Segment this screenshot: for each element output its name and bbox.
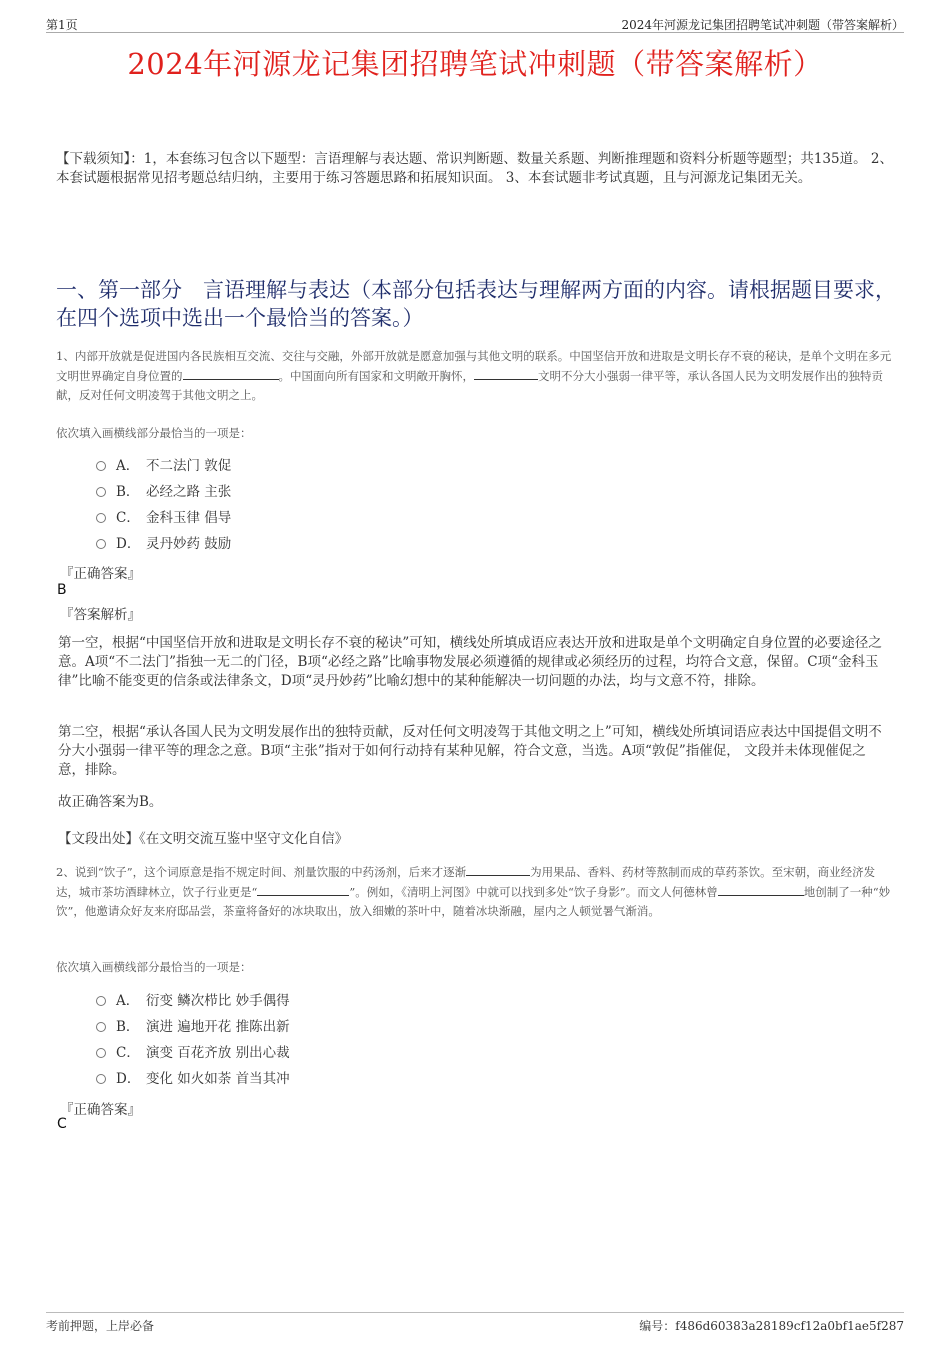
option-letter: C． xyxy=(116,510,140,526)
radio-icon[interactable] xyxy=(96,461,106,471)
option-a[interactable] xyxy=(96,991,290,1011)
question-text: 为用果品、香料、药材等熬制而成的草药茶饮。至宋朝，商业经济发达，城市茶坊酒肆林立，饮子行业更是“ xyxy=(56,865,876,899)
page-number: 第1页 xyxy=(46,18,78,32)
question-text: 2、说到“饮子”，这个词原意是指不规定时间、剂量饮服的中药汤剂，后来才逐渐 xyxy=(56,865,467,879)
question-text: 文明不分大小强弱一律平等，承认各国人民为文明发展作出的独特贡献，反对任何文明凌驾于其他文明之上。 xyxy=(56,369,883,402)
option-b[interactable] xyxy=(96,482,231,502)
question-2-stem xyxy=(56,862,896,921)
fill-blank xyxy=(183,366,279,380)
answer-label: 『正确答案』 xyxy=(60,1102,141,1118)
option-letter: B． xyxy=(116,1019,140,1035)
option-text: 衍变 鳞次栉比 妙手偶得 xyxy=(146,993,290,1009)
download-notice: 【下载须知】：1，本套练习包含以下题型：言语理解与表达题、常识判断题、数量关系题、判断推理题和资料分析题等题型；共135道。 2、本套试题根据常见招考题总结归纳，主要用于练习答题思路和拓展知识面。 3、本套试题非考试真题，且与河源龙记集团无关。 xyxy=(56,151,893,186)
option-d[interactable] xyxy=(96,534,231,554)
radio-icon[interactable] xyxy=(96,513,106,523)
option-text: 演变 百花齐放 别出心裁 xyxy=(146,1045,290,1061)
document-title: 2024年河源龙记集团招聘笔试冲刺题（带答案解析） xyxy=(127,47,823,81)
option-b[interactable] xyxy=(96,1017,290,1037)
radio-icon[interactable] xyxy=(96,1022,106,1032)
fill-blank xyxy=(257,882,349,896)
question-text: 1、内部开放就是促进国内各民族相互交流、交往与交融，外部开放就是愿意加强与其他文明的联系。中国坚信开放和进取是文明长存不衰的秘诀，是单个文明在多元文明世界确定自身位置的 xyxy=(56,349,892,383)
question-1-stem xyxy=(56,347,896,405)
page-header xyxy=(46,14,904,33)
header-doc-title: 2024年河源龙记集团招聘笔试冲刺题（带答案解析） xyxy=(621,18,904,32)
question-text: 地创制了一种“妙饮”，他邀请众好友来府邸品尝，茶童将备好的冰块取出，放入细嫩的茶叶中，随着冰块渐融，屋内之人顿觉暑气渐消。 xyxy=(56,885,891,918)
analysis-paragraph: 第二空，根据“承认各国人民为文明发展作出的独特贡献，反对任何文明凌驾于其他文明之上”可知，横线处所填词语应表达中国提倡文明不分大小强弱一律平等的理念之意。B项“主张”指对于如何行动持有某种见解，符合文意，当选。A项“敦促”指催促， 文段并未体现催促之意，排除。 xyxy=(58,724,882,778)
option-c[interactable] xyxy=(96,1043,290,1063)
radio-icon[interactable] xyxy=(96,996,106,1006)
option-letter: A． xyxy=(116,458,140,474)
section-heading: 一、第一部分 言语理解与表达（本部分包括表达与理解两方面的内容。请根据题目要求，在四个选项中选出一个最恰当的答案。） xyxy=(56,278,896,330)
option-letter: B． xyxy=(116,484,140,500)
question-text: ”。例如，《清明上河图》中就可以找到多处“饮子身影”。而文人何德林曾 xyxy=(349,885,718,899)
option-letter: D． xyxy=(116,1071,141,1087)
analysis-label: 『答案解析』 xyxy=(60,607,141,623)
analysis-paragraph: 第一空，根据“中国坚信开放和进取是文明长存不衰的秘诀”可知，横线处所填成语应表达开放和进取是单个文明确定自身位置的必要途径之意。A项“不二法门”指独一无二的门径，B项“必经之路”比喻事物发展必须遵循的规律或必须经历的过程，均符合文意，保留。C项“金科玉律”比喻不能变更的信条或法律条文，D项“灵丹妙药”比喻幻想中的某种能解决一切问题的办法，均与文意不符，排除。 xyxy=(58,635,882,689)
option-text: 变化 如火如荼 首当其冲 xyxy=(146,1071,290,1087)
answer-value: C xyxy=(57,1116,67,1132)
question-text: 。中国面向所有国家和文明敞开胸怀， xyxy=(278,369,474,383)
fill-blank xyxy=(474,366,538,380)
answer-value: B xyxy=(57,582,67,598)
fill-blank xyxy=(466,862,530,876)
question-1-instruction: 依次填入画横线部分最恰当的一项是： xyxy=(56,426,252,440)
option-text: 金科玉律 倡导 xyxy=(146,510,232,526)
radio-icon[interactable] xyxy=(96,539,106,549)
option-text: 不二法门 敦促 xyxy=(146,458,232,474)
option-text: 灵丹妙药 鼓励 xyxy=(146,536,232,552)
option-c[interactable] xyxy=(96,508,231,528)
option-letter: D． xyxy=(116,536,141,552)
footer-slogan: 考前押题，上岸必备 xyxy=(46,1319,155,1333)
option-text: 必经之路 主张 xyxy=(146,484,232,500)
option-letter: C． xyxy=(116,1045,140,1061)
radio-icon[interactable] xyxy=(96,487,106,497)
page-footer xyxy=(46,1312,904,1333)
option-d[interactable] xyxy=(96,1069,290,1089)
question-2-instruction: 依次填入画横线部分最恰当的一项是： xyxy=(56,960,252,974)
option-letter: A． xyxy=(116,993,140,1009)
option-a[interactable] xyxy=(96,456,231,476)
radio-icon[interactable] xyxy=(96,1048,106,1058)
fill-blank xyxy=(718,882,804,896)
analysis-conclusion: 故正确答案为B。 xyxy=(58,794,163,810)
radio-icon[interactable] xyxy=(96,1074,106,1084)
source-citation: 【文段出处】《在文明交流互鉴中坚守文化自信》 xyxy=(58,831,349,847)
answer-label: 『正确答案』 xyxy=(60,566,141,582)
footer-id: 编号：f486d60383a28189cf12a0bf1ae5f287 xyxy=(639,1319,904,1333)
option-text: 演进 遍地开花 推陈出新 xyxy=(146,1019,290,1035)
